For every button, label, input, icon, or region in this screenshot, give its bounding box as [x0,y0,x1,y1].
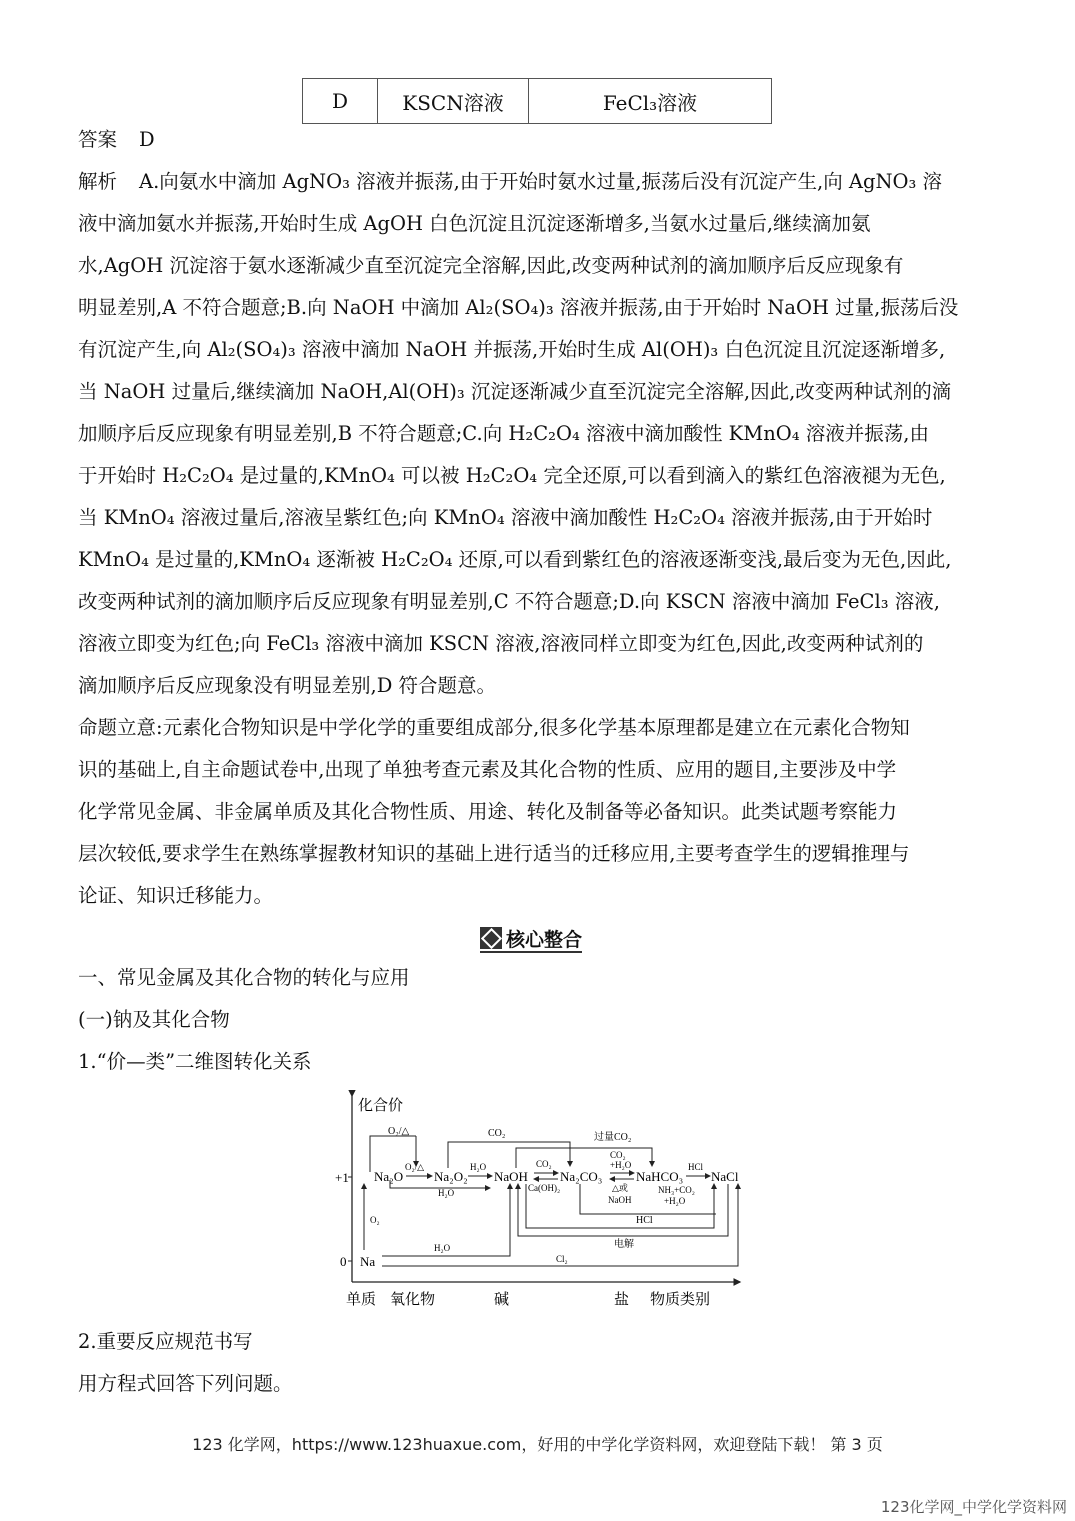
intent-line: 识的基础上,自主命题试卷中,出现了单独考查元素及其化合物的性质、应用的题目,主要涉及中学 [78,758,897,781]
analysis-line: KMnO₄ 是过量的,KMnO₄ 逐渐被 H₂C₂O₄ 还原,可以看到紫红色的溶液逐渐变浅,最后变为无色,因此, [78,548,952,571]
heading-3: 1.“价—类”二维图转化关系 [78,1050,312,1073]
table-cell-reagent-a: KSCN溶液 [378,79,529,124]
edge-label: CO₂ [488,1128,506,1139]
page-footer: 123 化学网，https://www.123huaxue.com，好用的中学化学资料网，欢迎登陆下载！ 第 3 页 [192,1435,883,1454]
edge-label: Cl₂ [556,1254,568,1264]
table-cell-option: D [303,79,378,124]
intent-line: 命题立意:元素化合物知识是中学化学的重要组成部分,很多化学基本原理都是建立在元素化合物知 [78,716,910,739]
heading-1: 一、常见金属及其化合物的转化与应用 [78,966,410,989]
x-label: 碱 [494,1292,510,1308]
options-table [302,78,772,124]
node-na2co3: Na₂CO₃ [560,1169,603,1184]
edge-label: H₂O [438,1188,455,1198]
edge-label: CO₂ [536,1159,552,1169]
analysis-line [78,168,942,196]
analysis-text: A.向氨水中滴加 AgNO₃ 溶液并振荡,由于开始时氨水过量,振荡后没有沉淀产生,向 AgNO₃ 溶 [139,170,943,193]
edge-label: CO₂ [610,1150,626,1160]
analysis-line: 明显差别,A 不符合题意;B.向 NaOH 中滴加 Al₂(SO₄)₃ 溶液并振荡,由于开始时 NaOH 过量,振荡后没 [78,296,959,319]
analysis-line: 滴加顺序后反应现象没有明显差别,D 符合题意。 [78,674,497,697]
analysis-line: 水,AgOH 沉淀溶于氨水逐渐减少直至沉淀完全溶解,因此,改变两种试剂的滴加顺序后反应现象有 [78,254,904,277]
node-na2o: Na₂O [374,1169,404,1184]
edge-label: HCl [688,1162,704,1172]
table-cell-reagent-b: FeCl₃溶液 [529,79,772,124]
node-nacl: NaCl [711,1169,739,1184]
answer-value: D [139,128,155,151]
edge-label: 过量CO₂ [594,1132,632,1143]
x-label: 盐 [614,1292,630,1308]
y-tick: 0 [340,1254,347,1269]
analysis-line: 当 NaOH 过量后,继续滴加 NaOH,Al(OH)₃ 沉淀逐渐减少直至沉淀完全溶解,因此,改变两种试剂的滴 [78,380,952,403]
x-label: 物质类别 [650,1292,711,1308]
diamond-icon [480,927,502,949]
edge-label: +H₂O [610,1160,632,1170]
edge-label: +H₂O [664,1196,686,1206]
analysis-line: 加顺序后反应现象有明显差别,B 不符合题意;C.向 H₂C₂O₄ 溶液中滴加酸性 KMnO₄ 溶液并振荡,由 [78,422,929,445]
watermark: 123化学网_中学化学资料网 [880,1498,1067,1516]
edge-label: H₂O [470,1162,487,1172]
section-title [480,925,582,953]
intent-line: 化学常见金属、非金属单质及其化合物性质、用途、转化及制备等必备知识。此类试题考察能力 [78,800,898,823]
node-na: Na [360,1254,376,1269]
table-row [303,79,772,124]
paragraph: 用方程式回答下列问题。 [78,1372,293,1395]
heading-2: (一)钠及其化合物 [78,1008,230,1031]
analysis-line: 改变两种试剂的滴加顺序后反应现象有明显差别,C 不符合题意;D.向 KSCN 溶液中滴加 FeCl₃ 溶液, [78,590,940,613]
intent-line: 层次较低,要求学生在熟练掌握教材知识的基础上进行适当的迁移应用,主要考查学生的逻辑推理与 [78,842,910,865]
edge-label: O₂/△ [405,1162,425,1172]
analysis-line: 溶液立即变为红色;向 FeCl₃ 溶液中滴加 KSCN 溶液,溶液同样立即变为红色,因此,改变两种试剂的 [78,632,924,655]
y-tick: +1 [335,1170,349,1185]
answer-line [78,126,155,154]
node-nahco3: NaHCO₃ [636,1169,684,1184]
edge-label: Ca(OH)₂ [528,1183,561,1193]
edge-label: 电解 [614,1239,634,1250]
intent-line: 论证、知识迁移能力。 [78,884,274,907]
answer-label: 答案 [78,128,118,151]
edge-label: O₂ [370,1215,380,1225]
edge-label: HCl [636,1215,653,1226]
x-label: 氧化物 [390,1292,436,1308]
edge-label: O₂/△ [388,1126,410,1137]
edge-label: NH₃+CO₂ [658,1185,695,1195]
y-axis-label: 化合价 [358,1098,404,1114]
node-naoh: NaOH [494,1169,528,1184]
section-title-text: 核心整合 [506,928,583,951]
analysis-line: 液中滴加氨水并振荡,开始时生成 AgOH 白色沉淀且沉淀逐渐增多,当氨水过量后,继续滴加氨 [78,212,871,235]
x-label: 单质 [346,1292,377,1308]
analysis-line: 当 KMnO₄ 溶液过量后,溶液呈紫红色;向 KMnO₄ 溶液中滴加酸性 H₂C₂O₄ 溶液并振荡,由于开始时 [78,506,933,529]
valence-class-diagram [330,1090,750,1315]
analysis-line: 于开始时 H₂C₂O₄ 是过量的,KMnO₄ 可以被 H₂C₂O₄ 完全还原,可以看到滴入的紫红色溶液褪为无色, [78,464,946,487]
analysis-line: 有沉淀产生,向 Al₂(SO₄)₃ 溶液中滴加 NaOH 并振荡,开始时生成 Al(OH)₃ 白色沉淀且沉淀逐渐增多, [78,338,946,361]
edge-label: H₂O [434,1243,451,1253]
edge-label: △或 [612,1183,628,1193]
node-na2o2: Na₂O₂ [434,1169,468,1184]
edge-label: NaOH [608,1195,632,1205]
analysis-label: 解析 [78,170,118,193]
heading-4: 2.重要反应规范书写 [78,1330,253,1353]
